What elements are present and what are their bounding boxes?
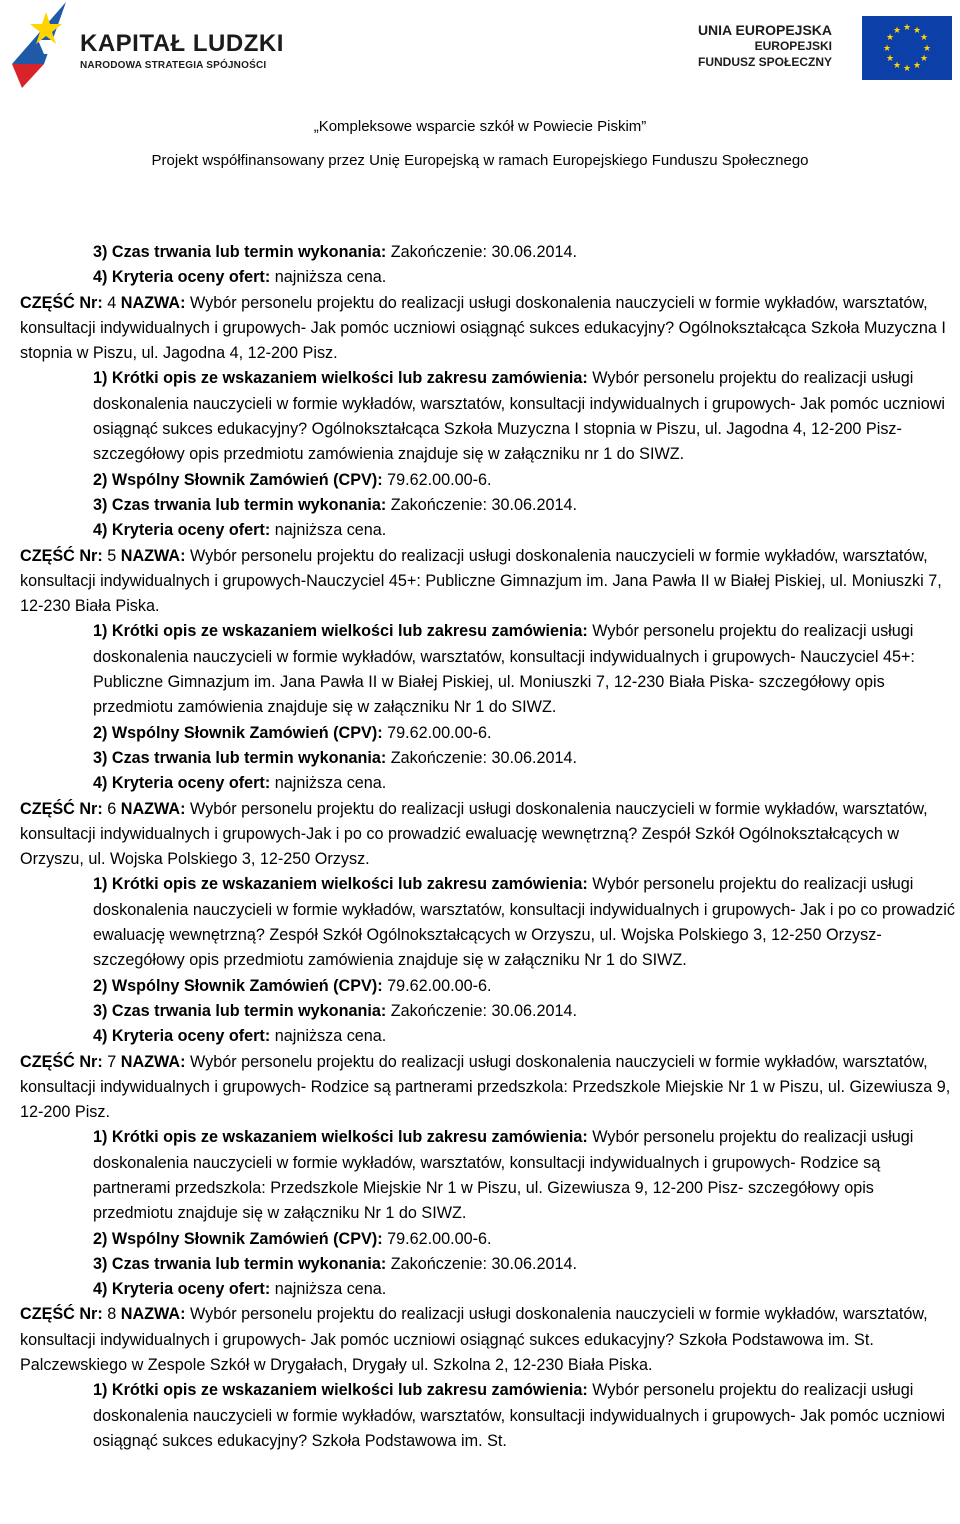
svg-text:★: ★ bbox=[919, 33, 929, 43]
part-name-label: NAZWA: bbox=[120, 546, 186, 565]
kapital-ludzki-subtitle: NARODOWA STRATEGIA SPÓJNOŚCI bbox=[80, 60, 267, 71]
part-heading bbox=[20, 291, 955, 367]
part-heading bbox=[20, 797, 955, 873]
criterion-label: 1) Krótki opis ze wskazaniem wielkości lub zakresu zamówienia: bbox=[93, 875, 588, 894]
criterion-value: Zakończenie: 30.06.2014. bbox=[386, 495, 578, 514]
criterion-label: 1) Krótki opis ze wskazaniem wielkości lub zakresu zamówienia: bbox=[93, 369, 588, 388]
criterion-value: najniższa cena. bbox=[270, 521, 387, 540]
part-criterion-1 bbox=[20, 619, 955, 720]
criterion-value: Zakończenie: 30.06.2014. bbox=[386, 243, 578, 261]
part-criterion-3 bbox=[20, 746, 955, 771]
eu-logo-line2: EUROPEJSKI bbox=[754, 39, 832, 53]
part-label: CZĘŚĆ Nr: bbox=[20, 799, 103, 818]
page-header bbox=[0, 0, 960, 200]
criterion-label: 3) Czas trwania lub termin wykonania: bbox=[93, 243, 387, 261]
part-criterion-3 bbox=[20, 493, 955, 518]
svg-text:★: ★ bbox=[919, 54, 929, 64]
part-name-text: Wybór personelu projektu do realizacji usługi doskonalenia nauczycieli w formie wykładów, warsztatów, konsultacji indywidualnych i grupowych- Jak pomóc uczniowi osiągnąć sukces edukacyjny? Ogólnokształcąca Szkoła Muzyczna I stopnia w Piszu, ul. Jagodna 4, 12-200 Pisz. bbox=[20, 293, 946, 363]
document-body bbox=[20, 240, 955, 1454]
svg-text:★: ★ bbox=[882, 44, 892, 54]
part-criterion-4 bbox=[20, 1024, 955, 1049]
criterion-value: Wybór personelu projektu do realizacji usługi doskonalenia nauczycieli w formie wykładów, warsztatów, konsultacji indywidualnych i grupowych- Jak pomóc uczniowi osiągnąć sukces edukacyjny? Szkoła Podstawowa im. St. bbox=[93, 1381, 946, 1450]
part-number: 5 bbox=[102, 546, 121, 565]
criterion-label: 4) Kryteria oceny ofert: bbox=[93, 1027, 271, 1046]
eu-logo bbox=[692, 16, 952, 82]
part-name-text: Wybór personelu projektu do realizacji usługi doskonalenia nauczycieli w formie wykładów, warsztatów, konsultacji indywidualnych i grupowych-Nauczyciel 45+: Publiczne Gimnazjum im. Jana Pawła II w Białej Piskiej, ul. Moniuszki 7, 12-230 Biała Piska. bbox=[20, 546, 942, 616]
criterion-label: 3) Czas trwania lub termin wykonania: bbox=[93, 1254, 387, 1273]
criterion-label: 1) Krótki opis ze wskazaniem wielkości lub zakresu zamówienia: bbox=[93, 1381, 588, 1400]
part-name-text: Wybór personelu projektu do realizacji usługi doskonalenia nauczycieli w formie wykładów, warsztatów, konsultacji indywidualnych i grupowych- Jak pomóc uczniowi osiągnąć sukces edukacyjny? Szkoła Podstawowa im. St. Palczewskiego w Zespole Szkół w Drygałach, Drygały ul. Szkolna 2, 12-230 Biała Piska. bbox=[20, 1305, 928, 1375]
svg-text:★: ★ bbox=[912, 26, 922, 36]
eu-flag-icon bbox=[862, 16, 952, 80]
criterion-value: najniższa cena. bbox=[270, 1027, 387, 1046]
part-number: 8 bbox=[102, 1305, 121, 1324]
criterion-label: 3) Czas trwania lub termin wykonania: bbox=[93, 748, 387, 767]
criterion-label: 2) Wspólny Słownik Zamówień (CPV): bbox=[93, 723, 383, 742]
part-name-text: Wybór personelu projektu do realizacji usługi doskonalenia nauczycieli w formie wykładów, warsztatów, konsultacji indywidualnych i grupowych- Rodzice są partnerami przedszkola: Przedszkole Miejskie Nr 1 w Piszu, ul. Gizewiusza 9, 12-200 Pisz. bbox=[20, 1052, 951, 1122]
part-criterion-4 bbox=[20, 771, 955, 796]
criterion-value: 79.62.00.00-6. bbox=[382, 976, 492, 995]
criterion-value: Wybór personelu projektu do realizacji usługi doskonalenia nauczycieli w formie wykładów, warsztatów, konsultacji indywidualnych i grupowych- Jak pomóc uczniowi osiągnąć sukces edukacyjny? Ogólnokształcąca Szkoła Muzyczna I stopnia w Piszu, ul. Jagodna 4, 12-200 Pisz- szczegółowy opis przedmiotu zamówienia znajduje się w załączniku nr 1 do SIWZ. bbox=[93, 369, 946, 464]
kapital-ludzki-logo bbox=[8, 2, 284, 88]
part-criterion-1 bbox=[20, 1125, 955, 1226]
part-name-label: NAZWA: bbox=[120, 1052, 186, 1071]
criterion-label: 4) Kryteria oceny ofert: bbox=[93, 1280, 271, 1299]
part-criterion-2 bbox=[20, 468, 955, 493]
project-subtitle: Projekt współfinansowany przez Unię Europejską w ramach Europejskiego Funduszu Społecznego bbox=[151, 152, 809, 169]
part-criterion-2 bbox=[20, 974, 955, 999]
part-number: 4 bbox=[102, 293, 121, 312]
kapital-ludzki-title: KAPITAŁ LUDZKI bbox=[80, 30, 284, 57]
part-criterion-1 bbox=[20, 1378, 955, 1454]
kapital-ludzki-mark-icon bbox=[8, 2, 72, 88]
part-label: CZĘŚĆ Nr: bbox=[20, 1305, 103, 1324]
svg-text:★: ★ bbox=[902, 64, 912, 74]
part-name-label: NAZWA: bbox=[120, 293, 186, 312]
part-name-label: NAZWA: bbox=[120, 1305, 186, 1324]
part-number: 6 bbox=[102, 799, 121, 818]
criterion-label: 4) Kryteria oceny ofert: bbox=[93, 521, 271, 540]
part-label: CZĘŚĆ Nr: bbox=[20, 293, 103, 312]
criterion-label: 1) Krótki opis ze wskazaniem wielkości lub zakresu zamówienia: bbox=[93, 622, 588, 641]
criterion-label: 1) Krótki opis ze wskazaniem wielkości lub zakresu zamówienia: bbox=[93, 1128, 588, 1147]
part-name-label: NAZWA: bbox=[120, 799, 186, 818]
criterion-label: 4) Kryteria oceny ofert: bbox=[93, 774, 271, 793]
part-criterion-4 bbox=[20, 1277, 955, 1302]
project-title: „Kompleksowe wsparcie szkół w Powiecie Piskim” bbox=[313, 118, 647, 135]
criterion-label: 3) Czas trwania lub termin wykonania: bbox=[93, 1001, 387, 1020]
part-criterion-3 bbox=[20, 999, 955, 1024]
criterion-value: Wybór personelu projektu do realizacji usługi doskonalenia nauczycieli w formie wykładów, warsztatów, konsultacji indywidualnych i grupowych- Rodzice są partnerami przedszkola: Przedszkole Miejskie Nr 1 w Piszu, ul. Gizewiusza 9, 12-200 Pisz- szczegółowy opis przedmiotu znajduje się w załączniku Nr 1 do SIWZ. bbox=[93, 1128, 914, 1223]
part-criterion-4 bbox=[20, 518, 955, 543]
svg-text:★: ★ bbox=[922, 44, 932, 54]
criterion-value: Wybór personelu projektu do realizacji usługi doskonalenia nauczycieli w formie wykładów, warsztatów, konsultacji indywidualnych i grupowych- Nauczyciel 45+: Publiczne Gimnazjum im. Jana Pawła II w Białej Piskiej, ul. Moniuszki 7, 12-230 Biała Piska- szczegółowy opis przedmiotu zamówienia znajduje się w załączniku Nr 1 do SIWZ. bbox=[93, 622, 915, 717]
intro-criterion-4 bbox=[20, 265, 955, 290]
part-heading bbox=[20, 1050, 955, 1126]
intro-criterion-3 bbox=[20, 240, 955, 265]
svg-text:★: ★ bbox=[902, 23, 912, 33]
criterion-label: 2) Wspólny Słownik Zamówień (CPV): bbox=[93, 1229, 383, 1248]
eu-logo-line1: UNIA EUROPEJSKA bbox=[697, 22, 832, 38]
part-heading bbox=[20, 544, 955, 620]
criterion-value: Wybór personelu projektu do realizacji usługi doskonalenia nauczycieli w formie wykładów, warsztatów, konsultacji indywidualnych i grupowych- Jak i po co prowadzić ewaluację wewnętrzną? Zespół Szkół Ogólnokształcących w Orzyszu, ul. Wojska Polskiego 3, 12-250 Orzysz- szczegółowy opis przedmiotu zamówienia znajduje się w załączniku Nr 1 do SIWZ. bbox=[93, 875, 955, 970]
svg-text:★: ★ bbox=[885, 33, 895, 43]
svg-text:★: ★ bbox=[885, 54, 895, 64]
svg-text:★: ★ bbox=[892, 61, 902, 71]
part-number: 7 bbox=[102, 1052, 121, 1071]
criterion-value: Zakończenie: 30.06.2014. bbox=[386, 748, 578, 767]
criterion-label: 4) Kryteria oceny ofert: bbox=[93, 268, 271, 287]
criterion-value: najniższa cena. bbox=[270, 774, 387, 793]
part-criterion-2 bbox=[20, 721, 955, 746]
criterion-label: 2) Wspólny Słownik Zamówień (CPV): bbox=[93, 470, 383, 489]
criterion-value: 79.62.00.00-6. bbox=[382, 1229, 492, 1248]
criterion-label: 2) Wspólny Słownik Zamówień (CPV): bbox=[93, 976, 383, 995]
part-criterion-2 bbox=[20, 1227, 955, 1252]
criterion-value: Zakończenie: 30.06.2014. bbox=[386, 1001, 578, 1020]
eu-logo-line3: FUNDUSZ SPOŁECZNY bbox=[697, 55, 832, 69]
svg-text:★: ★ bbox=[892, 26, 902, 36]
part-name-text: Wybór personelu projektu do realizacji usługi doskonalenia nauczycieli w formie wykładów, warsztatów, konsultacji indywidualnych i grupowych-Jak i po co prowadzić ewaluację wewnętrzną? Zespół Szkół Ogólnokształcących w Orzyszu, ul. Wojska Polskiego 3, 12-250 Orzysz. bbox=[20, 799, 928, 869]
part-label: CZĘŚĆ Nr: bbox=[20, 1052, 103, 1071]
eu-logo-text bbox=[698, 22, 832, 70]
part-criterion-3 bbox=[20, 1252, 955, 1277]
part-label: CZĘŚĆ Nr: bbox=[20, 546, 103, 565]
criterion-value: najniższa cena. bbox=[270, 1280, 387, 1299]
criterion-value: Zakończenie: 30.06.2014. bbox=[386, 1254, 578, 1273]
criterion-value: najniższa cena. bbox=[270, 268, 387, 287]
criterion-value: 79.62.00.00-6. bbox=[382, 470, 492, 489]
part-criterion-1 bbox=[20, 872, 955, 973]
criterion-value: 79.62.00.00-6. bbox=[382, 723, 492, 742]
part-criterion-1 bbox=[20, 366, 955, 467]
part-heading bbox=[20, 1302, 955, 1378]
criterion-label: 3) Czas trwania lub termin wykonania: bbox=[93, 495, 387, 514]
svg-text:★: ★ bbox=[912, 61, 922, 71]
